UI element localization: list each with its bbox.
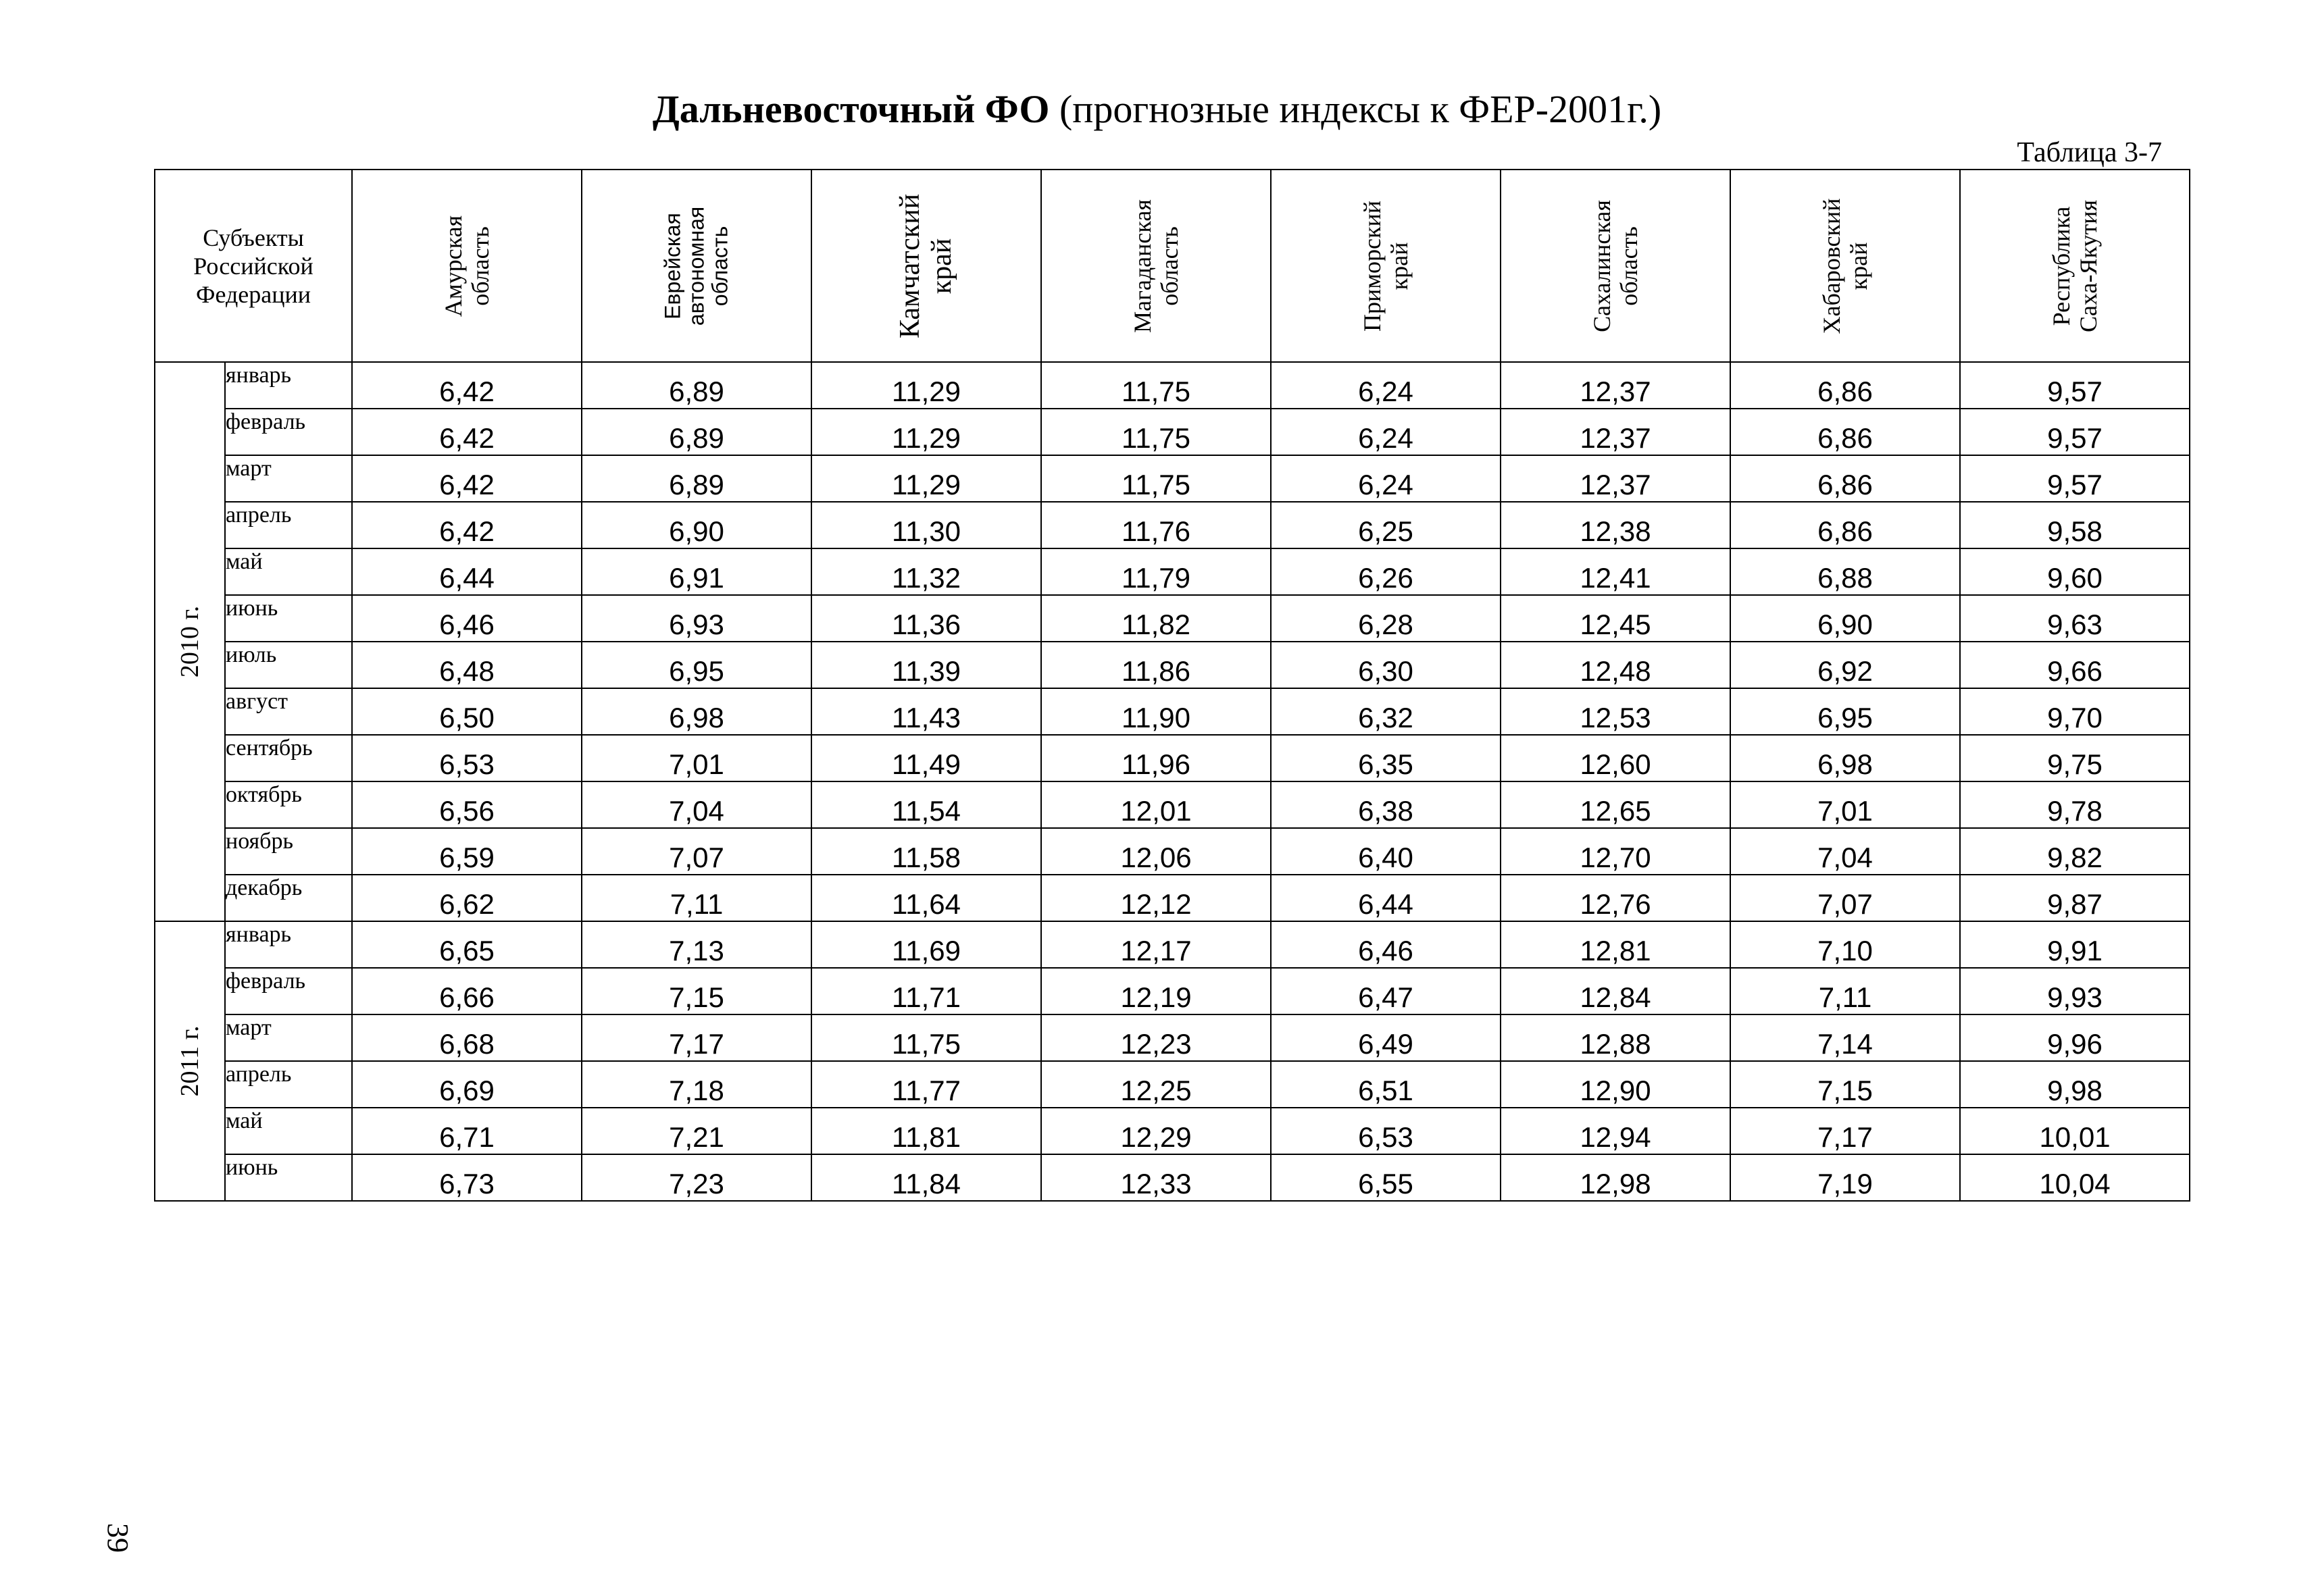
table-row bbox=[155, 595, 2190, 642]
value-cell: 12,94 bbox=[1501, 1108, 1730, 1154]
value-cell: 6,92 bbox=[1730, 642, 1960, 688]
value-cell: 6,28 bbox=[1271, 595, 1501, 642]
value-cell: 11,32 bbox=[811, 548, 1041, 595]
value-cell: 12,33 bbox=[1041, 1154, 1271, 1201]
title-normal: (прогнозные индексы к ФЕР-2001г.) bbox=[1049, 87, 1662, 131]
subjects-header-line: Федерации bbox=[196, 280, 311, 308]
subjects-header-line: Субъекты bbox=[203, 224, 304, 251]
value-cell: 6,86 bbox=[1730, 362, 1960, 409]
value-cell: 6,42 bbox=[352, 455, 582, 502]
value-cell: 12,41 bbox=[1501, 548, 1730, 595]
month-cell: июль bbox=[225, 642, 352, 688]
value-cell: 9,57 bbox=[1960, 362, 2190, 409]
value-cell: 6,42 bbox=[352, 362, 582, 409]
value-cell: 7,11 bbox=[582, 875, 811, 921]
value-cell: 11,43 bbox=[811, 688, 1041, 735]
value-cell: 6,65 bbox=[352, 921, 582, 968]
value-cell: 11,77 bbox=[811, 1061, 1041, 1108]
month-cell: март bbox=[225, 1014, 352, 1061]
table-row bbox=[155, 548, 2190, 595]
value-cell: 11,96 bbox=[1041, 735, 1271, 781]
value-cell: 6,48 bbox=[352, 642, 582, 688]
value-cell: 6,42 bbox=[352, 502, 582, 548]
value-cell: 6,40 bbox=[1271, 828, 1501, 875]
column-header-khabarovsk bbox=[1730, 170, 1960, 362]
value-cell: 6,98 bbox=[582, 688, 811, 735]
value-cell: 11,29 bbox=[811, 409, 1041, 455]
value-cell: 10,01 bbox=[1960, 1108, 2190, 1154]
value-cell: 7,10 bbox=[1730, 921, 1960, 968]
value-cell: 7,23 bbox=[582, 1154, 811, 1201]
year-label: 2010 г. bbox=[176, 605, 204, 678]
value-cell: 11,30 bbox=[811, 502, 1041, 548]
value-cell: 7,04 bbox=[582, 781, 811, 828]
value-cell: 11,82 bbox=[1041, 595, 1271, 642]
value-cell: 7,01 bbox=[1730, 781, 1960, 828]
value-cell: 11,75 bbox=[1041, 455, 1271, 502]
column-header-kamchatka bbox=[811, 170, 1041, 362]
value-cell: 6,51 bbox=[1271, 1061, 1501, 1108]
value-cell: 11,39 bbox=[811, 642, 1041, 688]
value-cell: 9,78 bbox=[1960, 781, 2190, 828]
value-cell: 6,53 bbox=[1271, 1108, 1501, 1154]
value-cell: 7,15 bbox=[1730, 1061, 1960, 1108]
value-cell: 6,95 bbox=[582, 642, 811, 688]
value-cell: 7,04 bbox=[1730, 828, 1960, 875]
value-cell: 6,68 bbox=[352, 1014, 582, 1061]
value-cell: 12,29 bbox=[1041, 1108, 1271, 1154]
value-cell: 12,23 bbox=[1041, 1014, 1271, 1061]
value-cell: 12,12 bbox=[1041, 875, 1271, 921]
value-cell: 7,07 bbox=[582, 828, 811, 875]
column-header-line: Приморский bbox=[1359, 200, 1386, 332]
value-cell: 11,29 bbox=[811, 455, 1041, 502]
value-cell: 12,01 bbox=[1041, 781, 1271, 828]
value-cell: 9,60 bbox=[1960, 548, 2190, 595]
column-header-line: Магаданская bbox=[1129, 199, 1157, 333]
value-cell: 6,46 bbox=[352, 595, 582, 642]
value-cell: 12,17 bbox=[1041, 921, 1271, 968]
month-cell: май bbox=[225, 1108, 352, 1154]
table-row bbox=[155, 968, 2190, 1014]
value-cell: 11,90 bbox=[1041, 688, 1271, 735]
table-row bbox=[155, 1154, 2190, 1201]
value-cell: 10,04 bbox=[1960, 1154, 2190, 1201]
table-row bbox=[155, 455, 2190, 502]
value-cell: 12,70 bbox=[1501, 828, 1730, 875]
column-header-line: край bbox=[1845, 242, 1873, 290]
value-cell: 6,89 bbox=[582, 409, 811, 455]
title-bold: Дальневосточный ФО bbox=[652, 87, 1050, 131]
value-cell: 6,86 bbox=[1730, 455, 1960, 502]
column-header-sakhalin bbox=[1501, 170, 1730, 362]
column-header-line: Камчатский bbox=[895, 193, 926, 338]
table-label: Таблица 3-7 bbox=[2017, 137, 2162, 168]
value-cell: 6,73 bbox=[352, 1154, 582, 1201]
value-cell: 7,13 bbox=[582, 921, 811, 968]
page-title bbox=[0, 86, 2314, 132]
column-header-line: край bbox=[926, 238, 958, 294]
year-label: 2011 г. bbox=[176, 1025, 204, 1097]
value-cell: 11,58 bbox=[811, 828, 1041, 875]
table-row bbox=[155, 735, 2190, 781]
table-row bbox=[155, 409, 2190, 455]
value-cell: 9,70 bbox=[1960, 688, 2190, 735]
value-cell: 11,64 bbox=[811, 875, 1041, 921]
month-cell: февраль bbox=[225, 409, 352, 455]
value-cell: 7,18 bbox=[582, 1061, 811, 1108]
value-cell: 11,75 bbox=[1041, 409, 1271, 455]
value-cell: 6,71 bbox=[352, 1108, 582, 1154]
value-cell: 6,88 bbox=[1730, 548, 1960, 595]
value-cell: 6,32 bbox=[1271, 688, 1501, 735]
value-cell: 7,14 bbox=[1730, 1014, 1960, 1061]
month-cell: март bbox=[225, 455, 352, 502]
value-cell: 12,06 bbox=[1041, 828, 1271, 875]
table-row bbox=[155, 1061, 2190, 1108]
column-header-line: Сахалинская bbox=[1588, 199, 1616, 332]
table-body bbox=[155, 362, 2190, 1201]
value-cell: 11,75 bbox=[811, 1014, 1041, 1061]
value-cell: 9,87 bbox=[1960, 875, 2190, 921]
table-row bbox=[155, 781, 2190, 828]
value-cell: 11,54 bbox=[811, 781, 1041, 828]
value-cell: 6,90 bbox=[582, 502, 811, 548]
value-cell: 12,53 bbox=[1501, 688, 1730, 735]
value-cell: 6,89 bbox=[582, 455, 811, 502]
value-cell: 6,86 bbox=[1730, 502, 1960, 548]
value-cell: 6,69 bbox=[352, 1061, 582, 1108]
value-cell: 6,30 bbox=[1271, 642, 1501, 688]
month-cell: июнь bbox=[225, 1154, 352, 1201]
value-cell: 6,89 bbox=[582, 362, 811, 409]
value-cell: 6,62 bbox=[352, 875, 582, 921]
value-cell: 11,29 bbox=[811, 362, 1041, 409]
value-cell: 6,26 bbox=[1271, 548, 1501, 595]
page-number: 39 bbox=[101, 1523, 134, 1553]
value-cell: 6,55 bbox=[1271, 1154, 1501, 1201]
value-cell: 12,37 bbox=[1501, 362, 1730, 409]
month-cell: май bbox=[225, 548, 352, 595]
column-header-sakha bbox=[1960, 170, 2190, 362]
table-row bbox=[155, 828, 2190, 875]
month-cell: ноябрь bbox=[225, 828, 352, 875]
value-cell: 6,38 bbox=[1271, 781, 1501, 828]
value-cell: 9,57 bbox=[1960, 409, 2190, 455]
table-row bbox=[155, 921, 2190, 968]
column-header-amur bbox=[352, 170, 582, 362]
value-cell: 6,98 bbox=[1730, 735, 1960, 781]
value-cell: 11,49 bbox=[811, 735, 1041, 781]
column-header-magadan bbox=[1041, 170, 1271, 362]
value-cell: 9,91 bbox=[1960, 921, 2190, 968]
value-cell: 9,66 bbox=[1960, 642, 2190, 688]
value-cell: 12,48 bbox=[1501, 642, 1730, 688]
value-cell: 12,65 bbox=[1501, 781, 1730, 828]
value-cell: 7,01 bbox=[582, 735, 811, 781]
value-cell: 6,66 bbox=[352, 968, 582, 1014]
value-cell: 9,58 bbox=[1960, 502, 2190, 548]
value-cell: 11,84 bbox=[811, 1154, 1041, 1201]
table-row bbox=[155, 1014, 2190, 1061]
value-cell: 11,86 bbox=[1041, 642, 1271, 688]
value-cell: 6,25 bbox=[1271, 502, 1501, 548]
value-cell: 12,45 bbox=[1501, 595, 1730, 642]
column-header-line: автономная bbox=[684, 206, 709, 326]
month-cell: октябрь bbox=[225, 781, 352, 828]
table-row bbox=[155, 362, 2190, 409]
value-cell: 12,38 bbox=[1501, 502, 1730, 548]
month-cell: июнь bbox=[225, 595, 352, 642]
value-cell: 12,98 bbox=[1501, 1154, 1730, 1201]
value-cell: 9,98 bbox=[1960, 1061, 2190, 1108]
value-cell: 12,19 bbox=[1041, 968, 1271, 1014]
month-cell: январь bbox=[225, 921, 352, 968]
value-cell: 6,53 bbox=[352, 735, 582, 781]
value-cell: 7,15 bbox=[582, 968, 811, 1014]
column-header-line: область bbox=[707, 226, 732, 306]
value-cell: 11,75 bbox=[1041, 362, 1271, 409]
column-header-line: край bbox=[1386, 242, 1413, 290]
column-header-line: Республика bbox=[2048, 206, 2076, 326]
table-row bbox=[155, 875, 2190, 921]
value-cell: 6,46 bbox=[1271, 921, 1501, 968]
value-cell: 12,81 bbox=[1501, 921, 1730, 968]
month-cell: декабрь bbox=[225, 875, 352, 921]
value-cell: 6,56 bbox=[352, 781, 582, 828]
subjects-header-line: Российской bbox=[193, 252, 313, 280]
value-cell: 6,24 bbox=[1271, 409, 1501, 455]
value-cell: 12,60 bbox=[1501, 735, 1730, 781]
value-cell: 11,36 bbox=[811, 595, 1041, 642]
value-cell: 9,93 bbox=[1960, 968, 2190, 1014]
month-cell: август bbox=[225, 688, 352, 735]
value-cell: 11,79 bbox=[1041, 548, 1271, 595]
column-header-primorsky bbox=[1271, 170, 1501, 362]
value-cell: 9,82 bbox=[1960, 828, 2190, 875]
table-row bbox=[155, 642, 2190, 688]
value-cell: 9,63 bbox=[1960, 595, 2190, 642]
table-row bbox=[155, 502, 2190, 548]
value-cell: 6,47 bbox=[1271, 968, 1501, 1014]
value-cell: 12,84 bbox=[1501, 968, 1730, 1014]
value-cell: 9,75 bbox=[1960, 735, 2190, 781]
table-row bbox=[155, 688, 2190, 735]
value-cell: 6,24 bbox=[1271, 362, 1501, 409]
value-cell: 6,90 bbox=[1730, 595, 1960, 642]
value-cell: 6,49 bbox=[1271, 1014, 1501, 1061]
value-cell: 9,57 bbox=[1960, 455, 2190, 502]
month-cell: апрель bbox=[225, 1061, 352, 1108]
column-header-line: Саха-Якутия bbox=[2075, 199, 2103, 332]
value-cell: 11,69 bbox=[811, 921, 1041, 968]
year-cell bbox=[155, 362, 225, 921]
column-header-line: область bbox=[467, 226, 495, 306]
value-cell: 6,86 bbox=[1730, 409, 1960, 455]
value-cell: 6,35 bbox=[1271, 735, 1501, 781]
value-cell: 12,90 bbox=[1501, 1061, 1730, 1108]
month-cell: апрель bbox=[225, 502, 352, 548]
value-cell: 6,93 bbox=[582, 595, 811, 642]
index-table bbox=[154, 169, 2190, 1202]
value-cell: 9,96 bbox=[1960, 1014, 2190, 1061]
value-cell: 6,59 bbox=[352, 828, 582, 875]
column-header-line: Еврейская bbox=[660, 212, 685, 319]
month-cell: январь bbox=[225, 362, 352, 409]
value-cell: 12,25 bbox=[1041, 1061, 1271, 1108]
value-cell: 6,42 bbox=[352, 409, 582, 455]
value-cell: 6,95 bbox=[1730, 688, 1960, 735]
column-header-line: Амурская bbox=[440, 215, 468, 317]
column-header-line: Хабаровский bbox=[1818, 197, 1846, 334]
column-header-line: область bbox=[1156, 226, 1184, 306]
month-cell: февраль bbox=[225, 968, 352, 1014]
value-cell: 11,71 bbox=[811, 968, 1041, 1014]
value-cell: 7,21 bbox=[582, 1108, 811, 1154]
value-cell: 6,44 bbox=[352, 548, 582, 595]
column-header-jewish bbox=[582, 170, 811, 362]
value-cell: 7,11 bbox=[1730, 968, 1960, 1014]
value-cell: 12,37 bbox=[1501, 455, 1730, 502]
value-cell: 12,76 bbox=[1501, 875, 1730, 921]
value-cell: 7,17 bbox=[582, 1014, 811, 1061]
subjects-header bbox=[155, 170, 352, 362]
value-cell: 7,19 bbox=[1730, 1154, 1960, 1201]
value-cell: 6,91 bbox=[582, 548, 811, 595]
value-cell: 12,88 bbox=[1501, 1014, 1730, 1061]
year-cell bbox=[155, 921, 225, 1201]
value-cell: 6,24 bbox=[1271, 455, 1501, 502]
value-cell: 6,44 bbox=[1271, 875, 1501, 921]
value-cell: 11,76 bbox=[1041, 502, 1271, 548]
value-cell: 11,81 bbox=[811, 1108, 1041, 1154]
month-cell: сентябрь bbox=[225, 735, 352, 781]
column-header-line: область bbox=[1615, 226, 1643, 306]
table-row bbox=[155, 1108, 2190, 1154]
value-cell: 7,17 bbox=[1730, 1108, 1960, 1154]
header-row bbox=[155, 170, 2190, 362]
value-cell: 12,37 bbox=[1501, 409, 1730, 455]
value-cell: 6,50 bbox=[352, 688, 582, 735]
value-cell: 7,07 bbox=[1730, 875, 1960, 921]
